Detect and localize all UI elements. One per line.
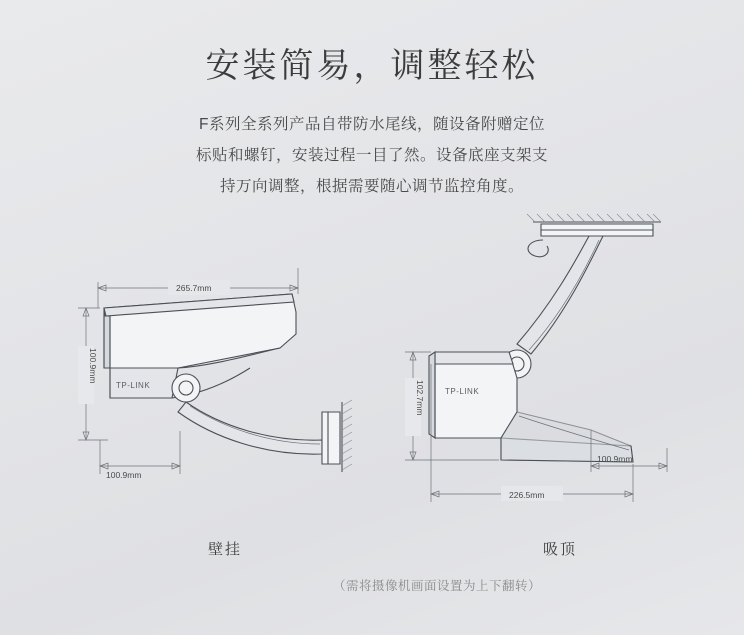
- brand-label-wall: TP-LINK: [116, 381, 151, 390]
- wall-mount-caption: 壁挂: [207, 541, 242, 558]
- description-line-1: F系列全系列产品自带防水尾线，随设备附赠定位: [199, 116, 545, 133]
- wall-mount-diagram: [60, 216, 390, 546]
- ceiling-bracket-arm: [517, 236, 603, 354]
- brand-label-ceiling: TP-LINK: [445, 387, 480, 396]
- wall-bracket-arm: [178, 402, 322, 454]
- dim-width-wall-label: 265.7mm: [176, 283, 212, 293]
- description-line-3: 持万向调整，根据需要随心调节监控角度。: [219, 178, 524, 195]
- dim-depth-wall-label: 100.9mm: [106, 470, 142, 480]
- diagram-area: [0, 216, 744, 576]
- ball-joint-wall: [172, 374, 200, 402]
- dim-height-ceiling-label: 102.7mm: [415, 380, 425, 416]
- page-title: 安装简易，调整轻松: [205, 47, 539, 85]
- ceiling-mount-diagram: [405, 216, 715, 546]
- ceiling-mount-caption: 吸顶: [542, 541, 577, 558]
- camera-body-wall: [104, 294, 296, 398]
- dim-depth-ceiling-label: 100.9mm: [597, 454, 633, 464]
- wall-mount-plate: [322, 400, 352, 472]
- ceiling-mount-footnote: （需将摄像机画面设置为上下翻转）: [332, 579, 541, 593]
- description-line-2: 标贴和螺钉，安装过程一目了然。设备底座支架支: [195, 147, 548, 164]
- dim-depth-wall: [100, 431, 180, 480]
- description-text: [137, 109, 607, 202]
- dim-height-wall-label: 100.9mm: [88, 348, 98, 384]
- dim-width-ceiling-label: 226.5mm: [509, 490, 545, 500]
- ceiling-mount-plate: [527, 214, 661, 236]
